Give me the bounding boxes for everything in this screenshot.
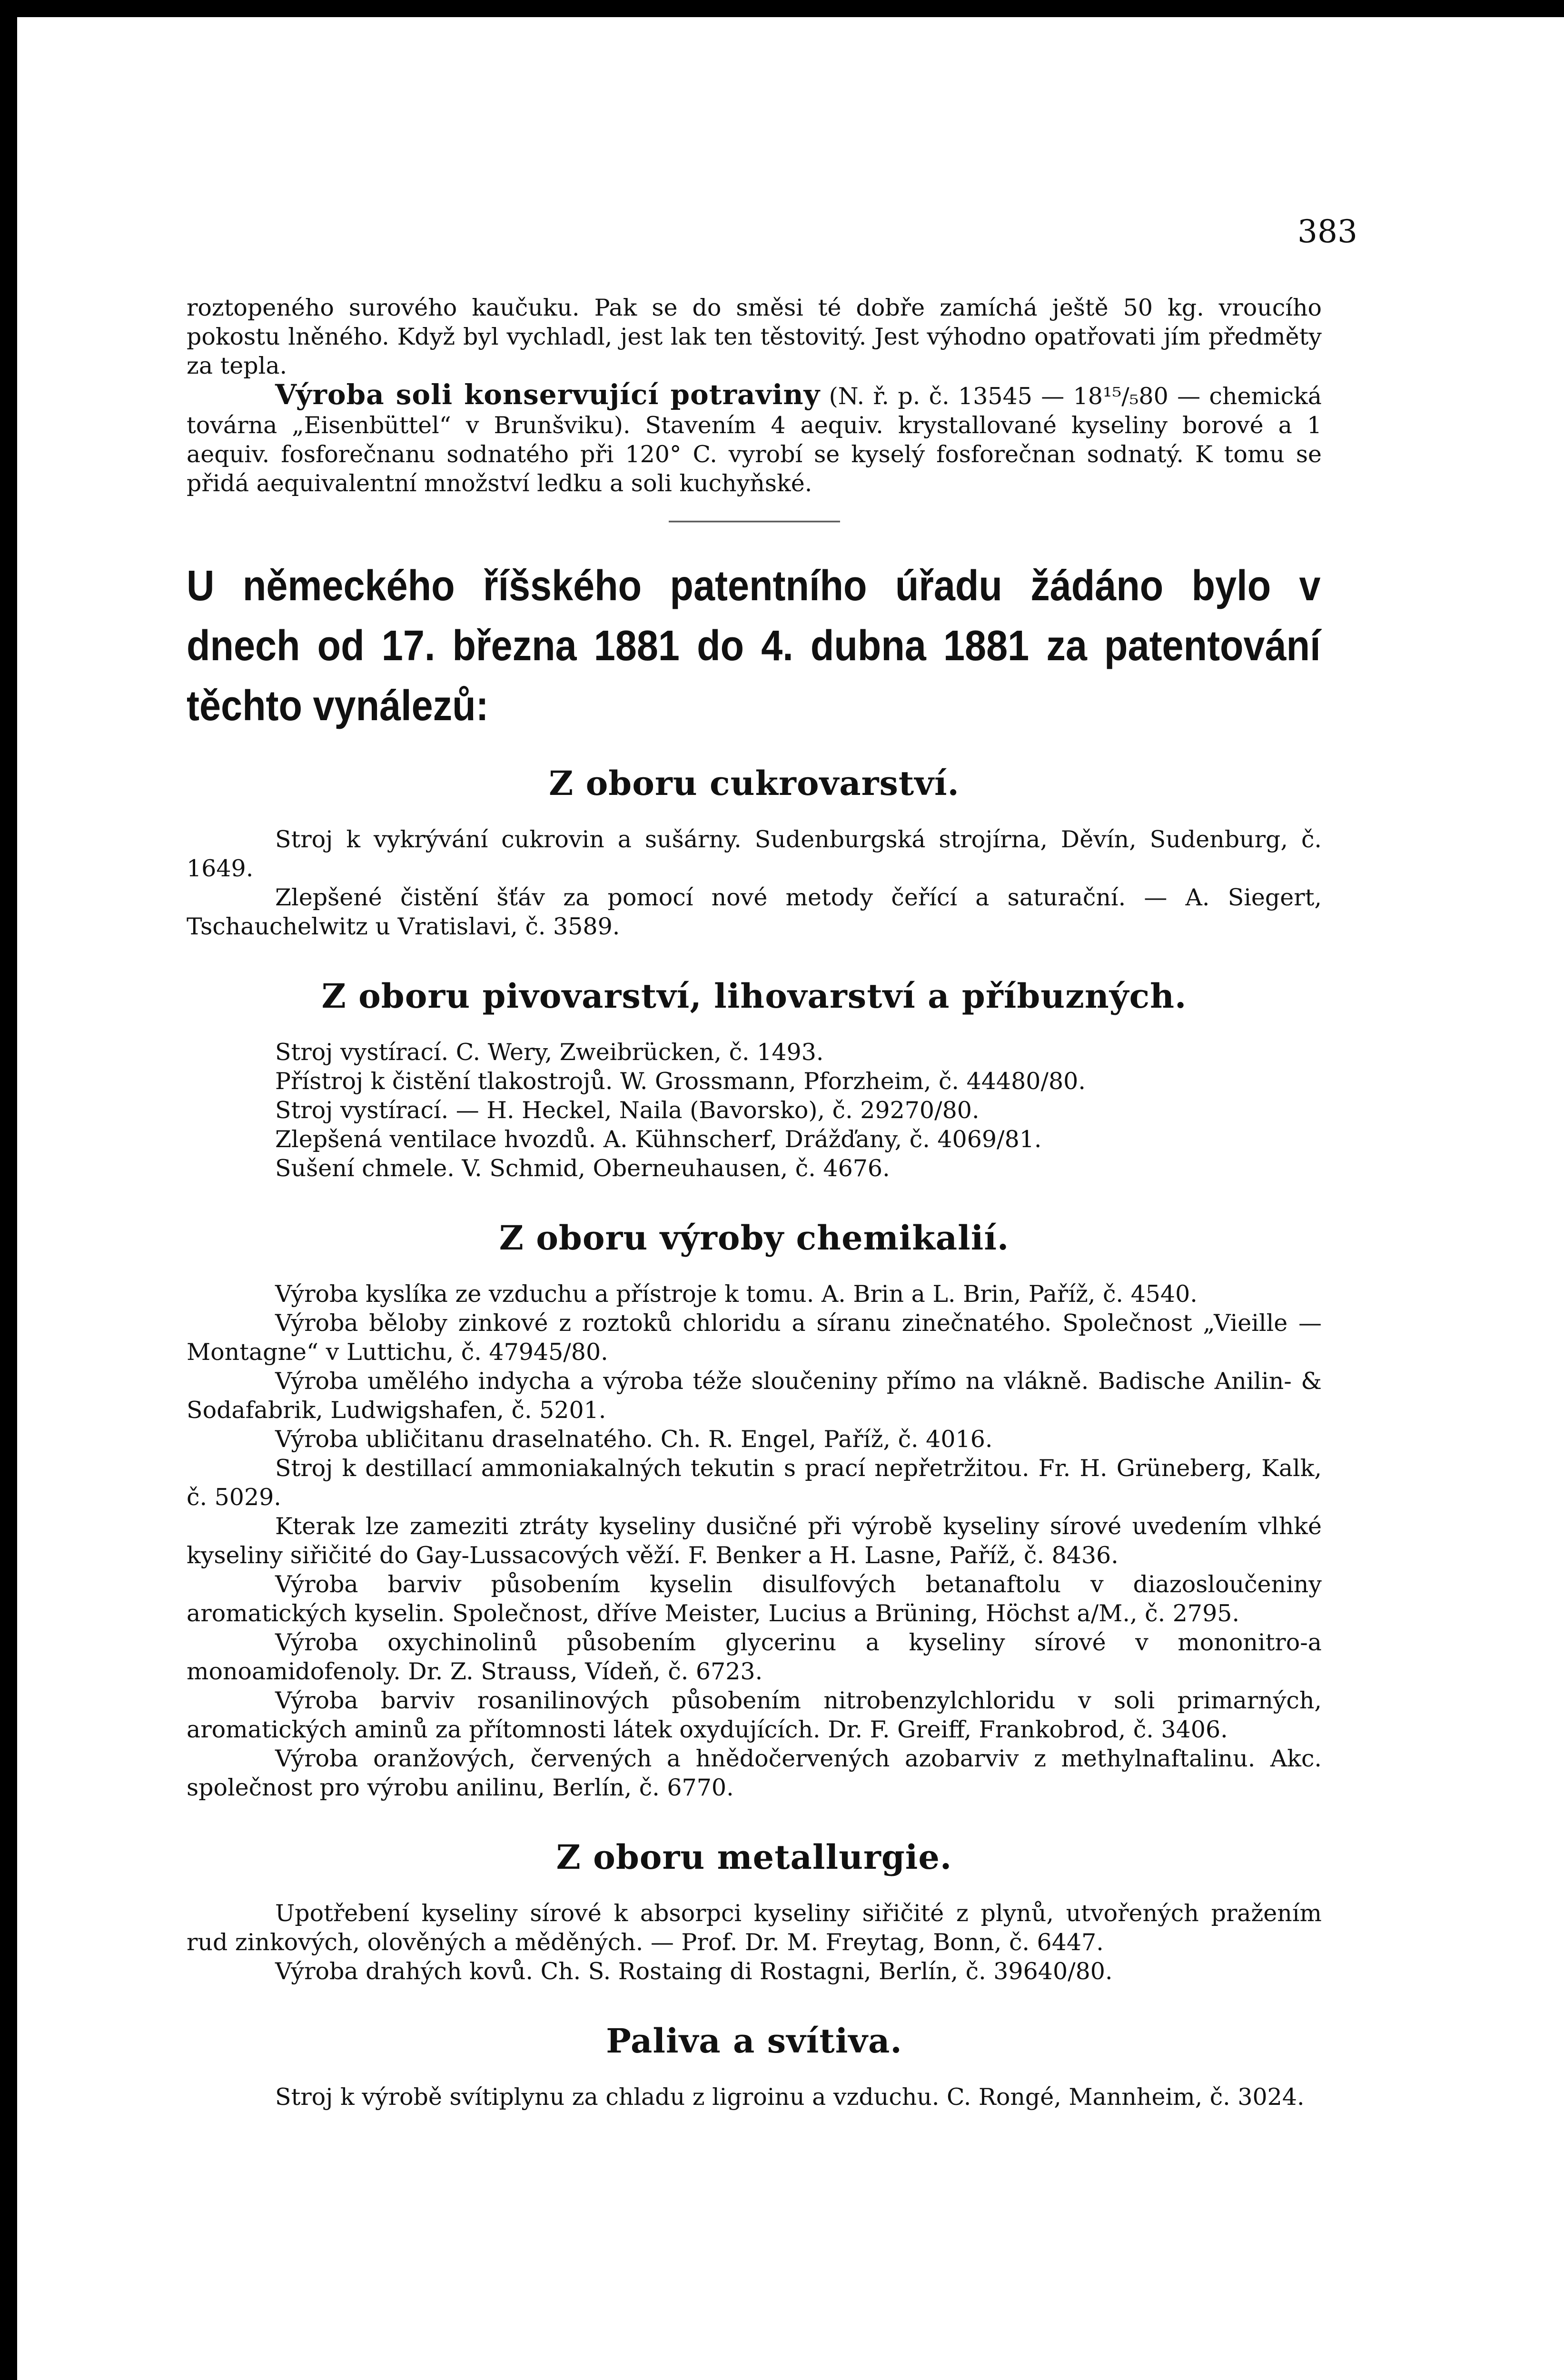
entry: Výroba barviv rosanilinových působením nitrobenzylchloridu v soli primarných, aromatických aminů za přítomnosti látek oxydujících. Dr. F. Greiff, Frankobrod, č. 3406. xyxy=(187,1687,1322,1743)
entry: Stroj k výrobě svítiplynu za chladu z ligroinu a vzduchu. C. Rongé, Mannheim, č. 3024. xyxy=(275,2083,1305,2111)
intro-lead-title: Výroba soli konservující potraviny xyxy=(275,378,821,411)
section-fuels xyxy=(187,2021,1322,2112)
entry: Výroba oranžových, červených a hnědočervených azobarviv z methylnaftalinu. Akc. společnost pro výrobu anilinu, Berlín, č. 6770. xyxy=(187,1745,1322,1801)
entry: Stroj vystírací. — H. Heckel, Naila (Bavorsko), č. 29270/80. xyxy=(275,1097,980,1124)
entry: Výroba barviv působením kyselin disulfových betanaftolu v diazosloučeniny aromatických kyselin. Společnost, dříve Meister, Lucius a Brüning, Höchst a/M., č. 2795. xyxy=(187,1571,1322,1627)
entry: Sušení chmele. V. Schmid, Oberneuhausen, č. 4676. xyxy=(275,1155,890,1182)
entry: Výroba kyslíka ze vzduchu a přístroje k tomu. A. Brin a L. Brin, Paříž, č. 4540. xyxy=(275,1280,1198,1308)
entry: Stroj k vykrývání cukrovin a sušárny. Sudenburgská strojírna, Děvín, Sudenburg, č. 1649. xyxy=(187,826,1322,882)
section-title: Z oboru výroby chemikalií. xyxy=(499,1218,1010,1258)
intro-text: (N. ř. p. č. 13545 — 18¹⁵/₅80 — chemická továrna „Eisenbüttel“ v Brunšviku). Stavením 4 aequiv. krystallované kyseliny borové a 1 aequiv. fosforečnanu sodnatého při 120° C. vyrobí se kyselý fosforečnan sodnatý. K tomu se přidá aequivalentní množství ledku a soli kuchyňské. xyxy=(187,383,1322,497)
page xyxy=(17,17,1564,2380)
entry: Zlepšené čistění šťáv za pomocí nové metody čeřící a saturační. — A. Siegert, Tschauchelwitz u Vratislavi, č. 3589. xyxy=(187,884,1322,940)
section-title: Paliva a svítiva. xyxy=(606,2021,902,2061)
entry-list xyxy=(187,825,1322,941)
entry: Stroj k destillací ammoniakalných tekutin s prací nepřetržitou. Fr. H. Grüneberg, Kalk, č. 5029. xyxy=(187,1455,1322,1511)
page-number: 383 xyxy=(1297,213,1357,250)
intro-continuation: roztopeného surového kaučuku. Pak se do směsi té dobře zamíchá ještě 50 kg. vroucího pokostu lněného. Když byl vychladl, jest lak ten těstovitý. Jest výhodno opatřovati jím předměty za tepla. xyxy=(187,294,1322,379)
section-sugar xyxy=(187,764,1322,941)
entry: Stroj vystírací. C. Wery, Zweibrücken, č. 1493. xyxy=(275,1039,824,1066)
separator-rule xyxy=(669,521,840,523)
entry-list xyxy=(187,2082,1322,2112)
section-metallurgy xyxy=(187,1837,1322,1986)
section-title: Z oboru cukrovarství. xyxy=(549,764,960,803)
entry-list xyxy=(187,1279,1322,1802)
entry: Výroba běloby zinkové z roztoků chloridu a síranu zinečnatého. Společnost „Vieille — Montagne“ v Luttichu, č. 47945/80. xyxy=(187,1309,1322,1366)
entry-list xyxy=(187,1038,1322,1183)
scan-border-top xyxy=(0,0,1564,17)
entry-list xyxy=(187,1899,1322,1986)
entry: Upotřebení kyseliny sírové k absorpci kyseliny siřičité z plynů, utvořených pražením rud zinkových, olověných a měděných. — Prof. Dr. M. Freytag, Bonn, č. 6447. xyxy=(187,1900,1322,1956)
main-heading: U německého říšského patentního úřadu žádáno bylo v dnech od 17. března 1881 do 4. dubna 1881 za patentování těchto vynálezů: xyxy=(187,562,1321,730)
entry: Přístroj k čistění tlakostrojů. W. Grossmann, Pforzheim, č. 44480/80. xyxy=(275,1068,1086,1095)
intro-paragraph xyxy=(187,380,1322,498)
section-title: Z oboru pivovarství, lihovarství a příbuzných. xyxy=(321,976,1187,1016)
entry: Výroba drahých kovů. Ch. S. Rostaing di Rostagni, Berlín, č. 39640/80. xyxy=(275,1958,1113,1985)
section-chemicals xyxy=(187,1218,1322,1802)
section-title: Z oboru metallurgie. xyxy=(556,1837,952,1877)
entry: Výroba ubličitanu draselnatého. Ch. R. Engel, Paříž, č. 4016. xyxy=(275,1426,993,1453)
section-brewing xyxy=(187,976,1322,1183)
entry: Výroba oxychinolinů působením glycerinu a kyseliny sírové v mononitro-a monoamidofenoly. Dr. Z. Strauss, Vídeň, č. 6723. xyxy=(187,1629,1322,1685)
page-content xyxy=(187,293,1322,2112)
entry: Výroba umělého indycha a výroba téže sloučeniny přímo na vlákně. Badische Anilin- & Sodafabrik, Ludwigshafen, č. 5201. xyxy=(187,1368,1322,1424)
entry: Kterak lze zameziti ztráty kyseliny dusičné při výrobě kyseliny sírové uvedením vlhké kyseliny siřičité do Gay-Lussacových věží. F. Benker a H. Lasne, Paříž, č. 8436. xyxy=(187,1513,1322,1569)
entry: Zlepšená ventilace hvozdů. A. Kühnscherf, Drážďany, č. 4069/81. xyxy=(275,1126,1042,1153)
scan-border-left xyxy=(0,0,17,2380)
